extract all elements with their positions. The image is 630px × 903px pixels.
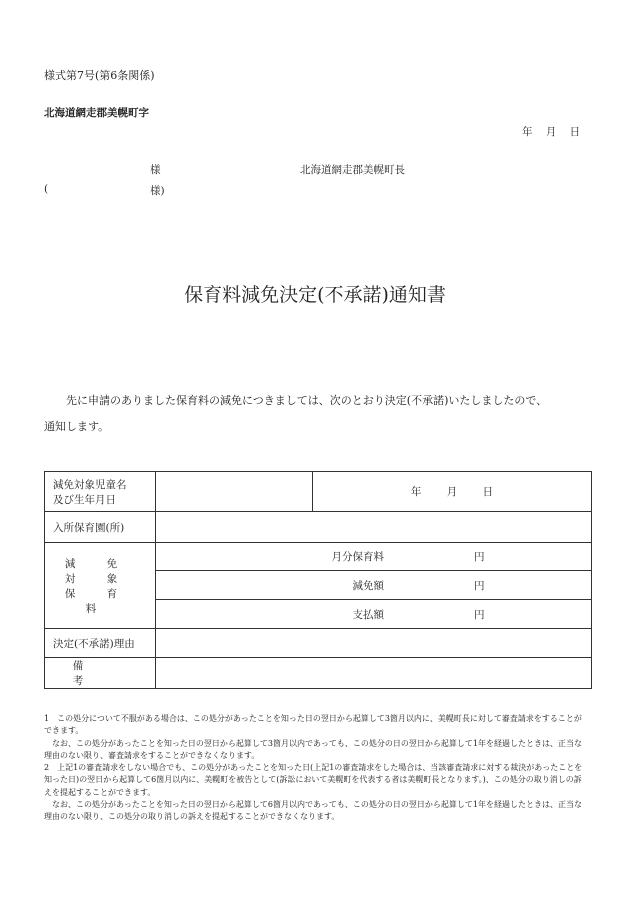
body-text-line2: 通知します。 — [44, 420, 110, 433]
child-label-2: 及び生年月日 — [53, 493, 116, 506]
issue-date: 年 月 日 — [522, 126, 581, 138]
birth-date: 年 月 日 — [410, 486, 494, 498]
facility-label: 入所保育園(所) — [45, 512, 156, 543]
yen-unit: 円 — [474, 608, 485, 621]
child-name-cell[interactable] — [156, 472, 313, 512]
guardian-open-paren: ( — [44, 183, 49, 195]
child-label-cell — [45, 472, 156, 512]
payment-row[interactable] — [156, 600, 592, 629]
yen-unit: 円 — [474, 551, 485, 563]
remarks-value-cell[interactable] — [156, 658, 592, 689]
recipient-honorific: 様 — [150, 164, 161, 176]
document-title: 保育料減免決定(不承諾)通知書 — [184, 284, 446, 306]
yen-unit: 円 — [474, 579, 485, 592]
guardian-honorific: 様) — [150, 185, 165, 197]
fee-label-2: 保 育 料 — [64, 587, 132, 615]
facility-value-cell[interactable] — [156, 512, 592, 543]
monthly-fee-label: 月分保育料 — [331, 551, 384, 563]
reason-value-cell[interactable] — [156, 629, 592, 658]
payment-label: 支払額 — [352, 608, 384, 621]
birth-date-cell[interactable] — [313, 472, 592, 512]
address-line: 北海道網走郡美幌町字 — [44, 107, 149, 119]
remarks-label: 備考 — [45, 658, 156, 689]
note-2: 2 上記1の審査請求をしない場合でも、この処分があったことを知った日(上記1の審査請求をした場合は、当該審査請求に対する裁決があったことを知った日)の翌日から起算して6箇月以内に、美幌町を被告として(訴訟において美幌町を代表する者は美幌町長となります。)、この処分の取り消しの訴えを提起することができます。 — [44, 763, 583, 797]
note-2b: なお、この処分があったことを知った日の翌日から起算して6箇月以内であっても、この処分の日の翌日から起算して1年を経過したときは、正当な理由のない限り、この処分の取り消しの訴えを提起することができなくなります。 — [44, 800, 583, 822]
form-number: 様式第7号(第6条関係) — [44, 69, 155, 82]
body-text-line1: 先に申請のありました保育料の減免につきましては、次のとおり決定(不承諾)いたしましたので、 — [66, 394, 548, 407]
details-table — [44, 471, 592, 689]
fee-label-cell — [45, 543, 156, 629]
notes-section — [44, 713, 584, 824]
fee-label-1: 減 免 対 象 — [64, 557, 132, 585]
child-label-1: 減免対象児童名 — [53, 478, 127, 491]
reduction-row[interactable] — [156, 571, 592, 600]
sender-name: 北海道網走郡美幌町長 — [300, 164, 405, 176]
monthly-fee-row[interactable] — [156, 543, 592, 571]
reason-label: 決定(不承諾)理由 — [45, 629, 156, 658]
reduction-label: 減免額 — [352, 579, 384, 592]
note-1: 1 この処分について不服がある場合は、この処分があったことを知った日の翌日から起算して3箇月以内に、美幌町長に対して審査請求をすることができます。 — [44, 714, 582, 736]
note-1b: なお、この処分があったことを知った日の翌日から起算して3箇月以内であっても、この処分の日の翌日から起算して1年を経過したときは、正当な理由のない限り、審査請求をすることができなくなります。 — [44, 738, 583, 760]
